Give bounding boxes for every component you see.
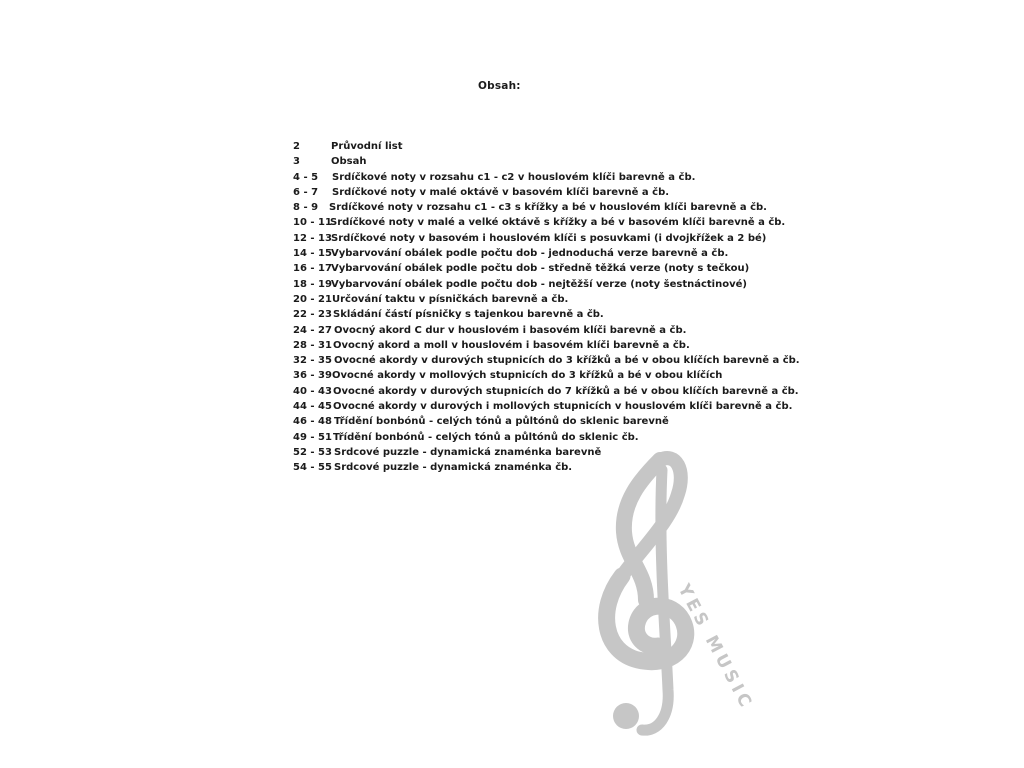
toc-pages: 18 - 19 [293,278,332,290]
toc-pages: 6 - 7 [293,186,319,198]
toc-pages: 36 - 39 [293,370,332,382]
page-title: Obsah: [478,80,521,92]
table-of-contents [293,139,800,476]
toc-entry: Ovocné akordy v durových stupnicích do 3 křížků a bé v obou klíčích barevně a čb. [334,355,800,367]
toc-pages: 54 - 55 [293,462,332,474]
toc-entry: Určování taktu v písničkách barevně a čb. [332,293,569,305]
toc-row [293,368,793,383]
toc-pages: 3 [293,156,300,168]
toc-row [293,384,799,399]
toc-entry: Ovocný akord a moll v houslovém i basovém klíči barevně a čb. [333,339,690,351]
toc-entry: Vybarvování obálek podle počtu dob - jednoduchá verze barevně a čb. [331,248,729,260]
toc-row [293,231,793,246]
toc-row [293,307,793,322]
treble-clef-icon [607,458,686,730]
toc-row [293,414,793,429]
toc-pages: 10 - 11 [293,217,332,229]
toc-pages: 14 - 15 [293,248,332,260]
toc-row [293,323,793,338]
toc-entry: Srdíčkové noty v malé oktávě v basovém klíči barevně a čb. [332,186,670,198]
toc-pages: 46 - 48 [293,416,332,428]
toc-pages: 40 - 43 [293,385,332,397]
toc-entry: Srdcové puzzle - dynamická znaménka barevně [334,446,602,458]
logo-text: YES MUSIC [673,580,757,714]
toc-row [293,215,793,230]
toc-row [293,277,793,292]
toc-pages: 2 [293,141,300,152]
toc-row [293,353,800,368]
toc-row [293,170,793,185]
toc-pages: 20 - 21 [293,293,332,305]
toc-pages: 44 - 45 [293,401,332,413]
toc-row [293,139,793,154]
toc-entry: Ovocné akordy v durových i mollových stupnicích v houslovém klíči barevně a čb. [333,401,793,413]
toc-entry: Srdíčkové noty v rozsahu c1 - c2 v houslovém klíči barevně a čb. [332,171,696,183]
toc-pages: 8 - 9 [293,202,319,214]
toc-entry: Srdíčkové noty v rozsahu c1 - c3 s křížky a bé v houslovém klíči barevně a čb. [329,202,767,214]
toc-entry: Třídění bonbónů - celých tónů a půltónů do sklenic čb. [333,431,639,443]
toc-pages: 32 - 35 [293,355,332,367]
toc-row [293,261,793,276]
toc-pages: 12 - 13 [293,232,332,244]
toc-pages: 49 - 51 [293,431,332,443]
toc-row [293,246,793,261]
toc-entry: Obsah [331,156,367,168]
toc-entry: Průvodní list [331,141,403,152]
toc-row [293,399,793,414]
toc-pages: 4 - 5 [293,171,319,183]
yes-music-logo [580,440,757,750]
toc-row [293,292,793,307]
toc-entry: Vybarvování obálek podle počtu dob - středně těžká verze (noty s tečkou) [331,263,750,275]
toc-pages: 52 - 53 [293,446,332,458]
toc-entry: Skládání částí písničky s tajenkou barevně a čb. [333,309,604,321]
toc-pages: 22 - 23 [293,309,332,321]
toc-row [293,200,793,215]
toc-entry: Ovocný akord C dur v houslovém i basovém klíči barevně a čb. [334,324,687,336]
toc-row [293,154,793,169]
toc-entry: Třídění bonbónů - celých tónů a půltónů do sklenic barevně [334,416,669,428]
toc-row [293,185,793,200]
toc-entry: Srdíčkové noty v basovém i houslovém klíči s posuvkami (i dvojkřížek a 2 bé) [331,232,767,244]
toc-entry: Ovocné akordy v mollových stupnicích do 3 křížků a bé v obou klíčích [332,370,723,382]
toc-pages: 16 - 17 [293,263,332,275]
toc-entry: Vybarvování obálek podle počtu dob - nejtěžší verze (noty šestnáctinové) [331,278,747,290]
toc-entry: Srdíčkové noty v malé a velké oktávě s křížky a bé v basovém klíči barevně a čb. [330,217,786,229]
toc-entry: Srdcové puzzle - dynamická znaménka čb. [334,462,573,474]
toc-pages: 28 - 31 [293,339,332,351]
toc-row [293,338,793,353]
toc-entry: Ovocné akordy v durových stupnicích do 7 křížků a bé v obou klíčích barevně a čb. [333,385,799,397]
toc-pages: 24 - 27 [293,324,332,336]
